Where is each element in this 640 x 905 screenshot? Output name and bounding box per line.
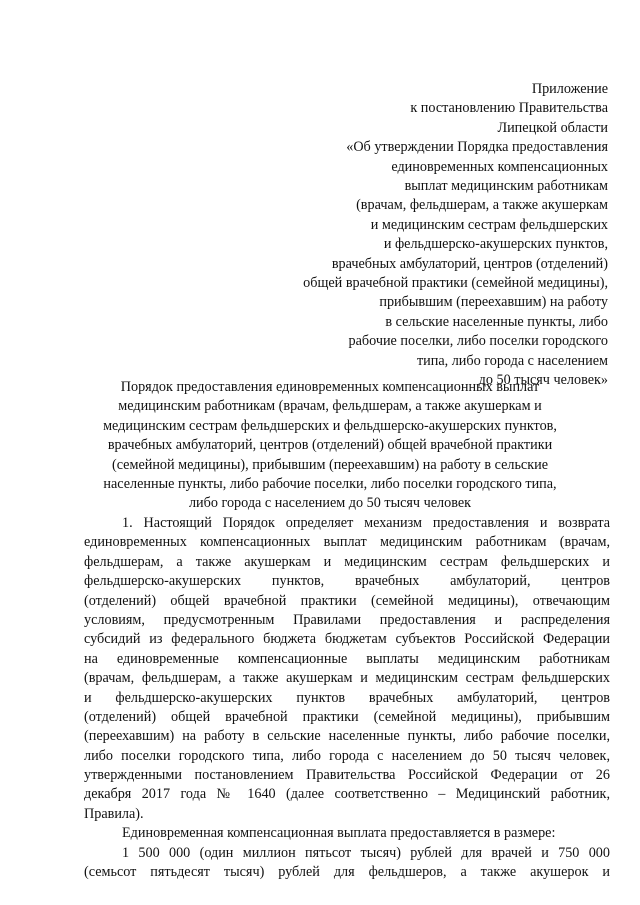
paragraph-line: фельдшерско-акушерских пунктов, врачебных амбулаторий, центров [84, 573, 610, 590]
appendix-line: выплат медицинским работникам [404, 178, 608, 195]
paragraph-line: условиям, предусмотренным Правилами предоставления и распределения [84, 611, 610, 628]
title-line: медицинским работникам (врачам, фельдшерам, а также акушеркам и [118, 398, 542, 415]
paragraph-line: и фельдшерско-акушерских пунктов врачебных амбулаторий, центров [84, 689, 610, 706]
paragraph-line: либо поселки городского типа, либо города с населением до 50 тысяч человек, [84, 747, 610, 764]
appendix-line: единовременных компенсационных [391, 158, 608, 175]
appendix-line: Липецкой области [497, 119, 608, 136]
appendix-line: общей врачебной практики (семейной медицины), [303, 275, 608, 292]
paragraph-line: на единовременные компенсационные выплаты медицинским работникам [84, 650, 610, 667]
paragraph-line: субсидий из федерального бюджета бюджетам субъектов Российской Федерации [84, 631, 610, 648]
title-line: (семейной медицины), прибывшим (переехавшим) на работу в сельские [111, 456, 549, 473]
appendix-line: в сельские населенные пункты, либо [385, 313, 608, 330]
appendix-line: до 50 тысяч человек» [478, 372, 608, 389]
paragraph-line: Правила). [84, 805, 144, 822]
paragraph-line: (переехавшим) на работу в сельские населенные пункты, либо рабочие поселки, [84, 728, 610, 745]
appendix-line: Приложение [531, 81, 608, 97]
paragraph-line: 1. Настоящий Порядок определяет механизм предоставления и возврата [122, 515, 610, 531]
title-line: либо города с населением до 50 тысяч человек [188, 495, 472, 512]
appendix-line: типа, либо города с населением [416, 352, 608, 369]
appendix-line: и медицинским сестрам фельдшерских [370, 216, 608, 233]
document-title [70, 378, 590, 514]
paragraph-line: (врачам, фельдшерам, а также акушеркам и медицинским сестрам фельдшерских [84, 670, 610, 687]
paragraph-line: единовременных компенсационных выплат медицинским работникам (врачам, [84, 534, 610, 551]
appendix-line: рабочие поселки, либо поселки городского [348, 333, 608, 350]
title-line: врачебных амбулаторий, центров (отделений) общей врачебной практики [107, 437, 553, 454]
appendix-line: к постановлению Правительства [410, 100, 608, 117]
appendix-line: «Об утверждении Порядка предоставления [346, 139, 608, 156]
paragraph-line: (отделений) общей врачебной практики (семейной медицины), отвечающим [84, 592, 610, 609]
title-line: Порядок предоставления единовременных компенсационных выплат [120, 379, 540, 395]
title-line: медицинским сестрам фельдшерских и фельдшерско-акушерских пунктов, [103, 417, 557, 434]
paragraph-line: декабря 2017 года № 1640 (далее соответственно – Медицинский работник, [84, 786, 610, 803]
paragraph-line: Единовременная компенсационная выплата предоставляется в размере: [122, 825, 556, 842]
paragraph-line: (отделений) общей врачебной практики (семейной медицины), прибывшим [84, 708, 610, 725]
appendix-line: (врачам, фельдшерам, а также акушеркам [356, 197, 608, 214]
body-text [84, 514, 610, 882]
appendix-line: врачебных амбулаторий, центров (отделений) [331, 255, 608, 272]
paragraph-line: утвержденными постановлением Правительства Российской Федерации от 26 [84, 767, 610, 784]
paragraph-line: фельдшерам, а также акушеркам и медицинским сестрам фельдшерских и [84, 553, 610, 570]
title-line: населенные пункты, либо рабочие поселки, либо поселки городского типа, [103, 476, 557, 493]
appendix-line: прибывшим (переехавшим) на работу [379, 294, 608, 311]
appendix-line: и фельдшерско-акушерских пунктов, [383, 236, 608, 253]
paragraph-line: 1 500 000 (один миллион пятьсот тысяч) рублей для врачей и 750 000 [122, 844, 610, 861]
paragraph-line: (семьсот пятьдесят тысяч) рублей для фельдшеров, а также акушерок и [84, 864, 610, 881]
appendix-header [228, 80, 608, 391]
